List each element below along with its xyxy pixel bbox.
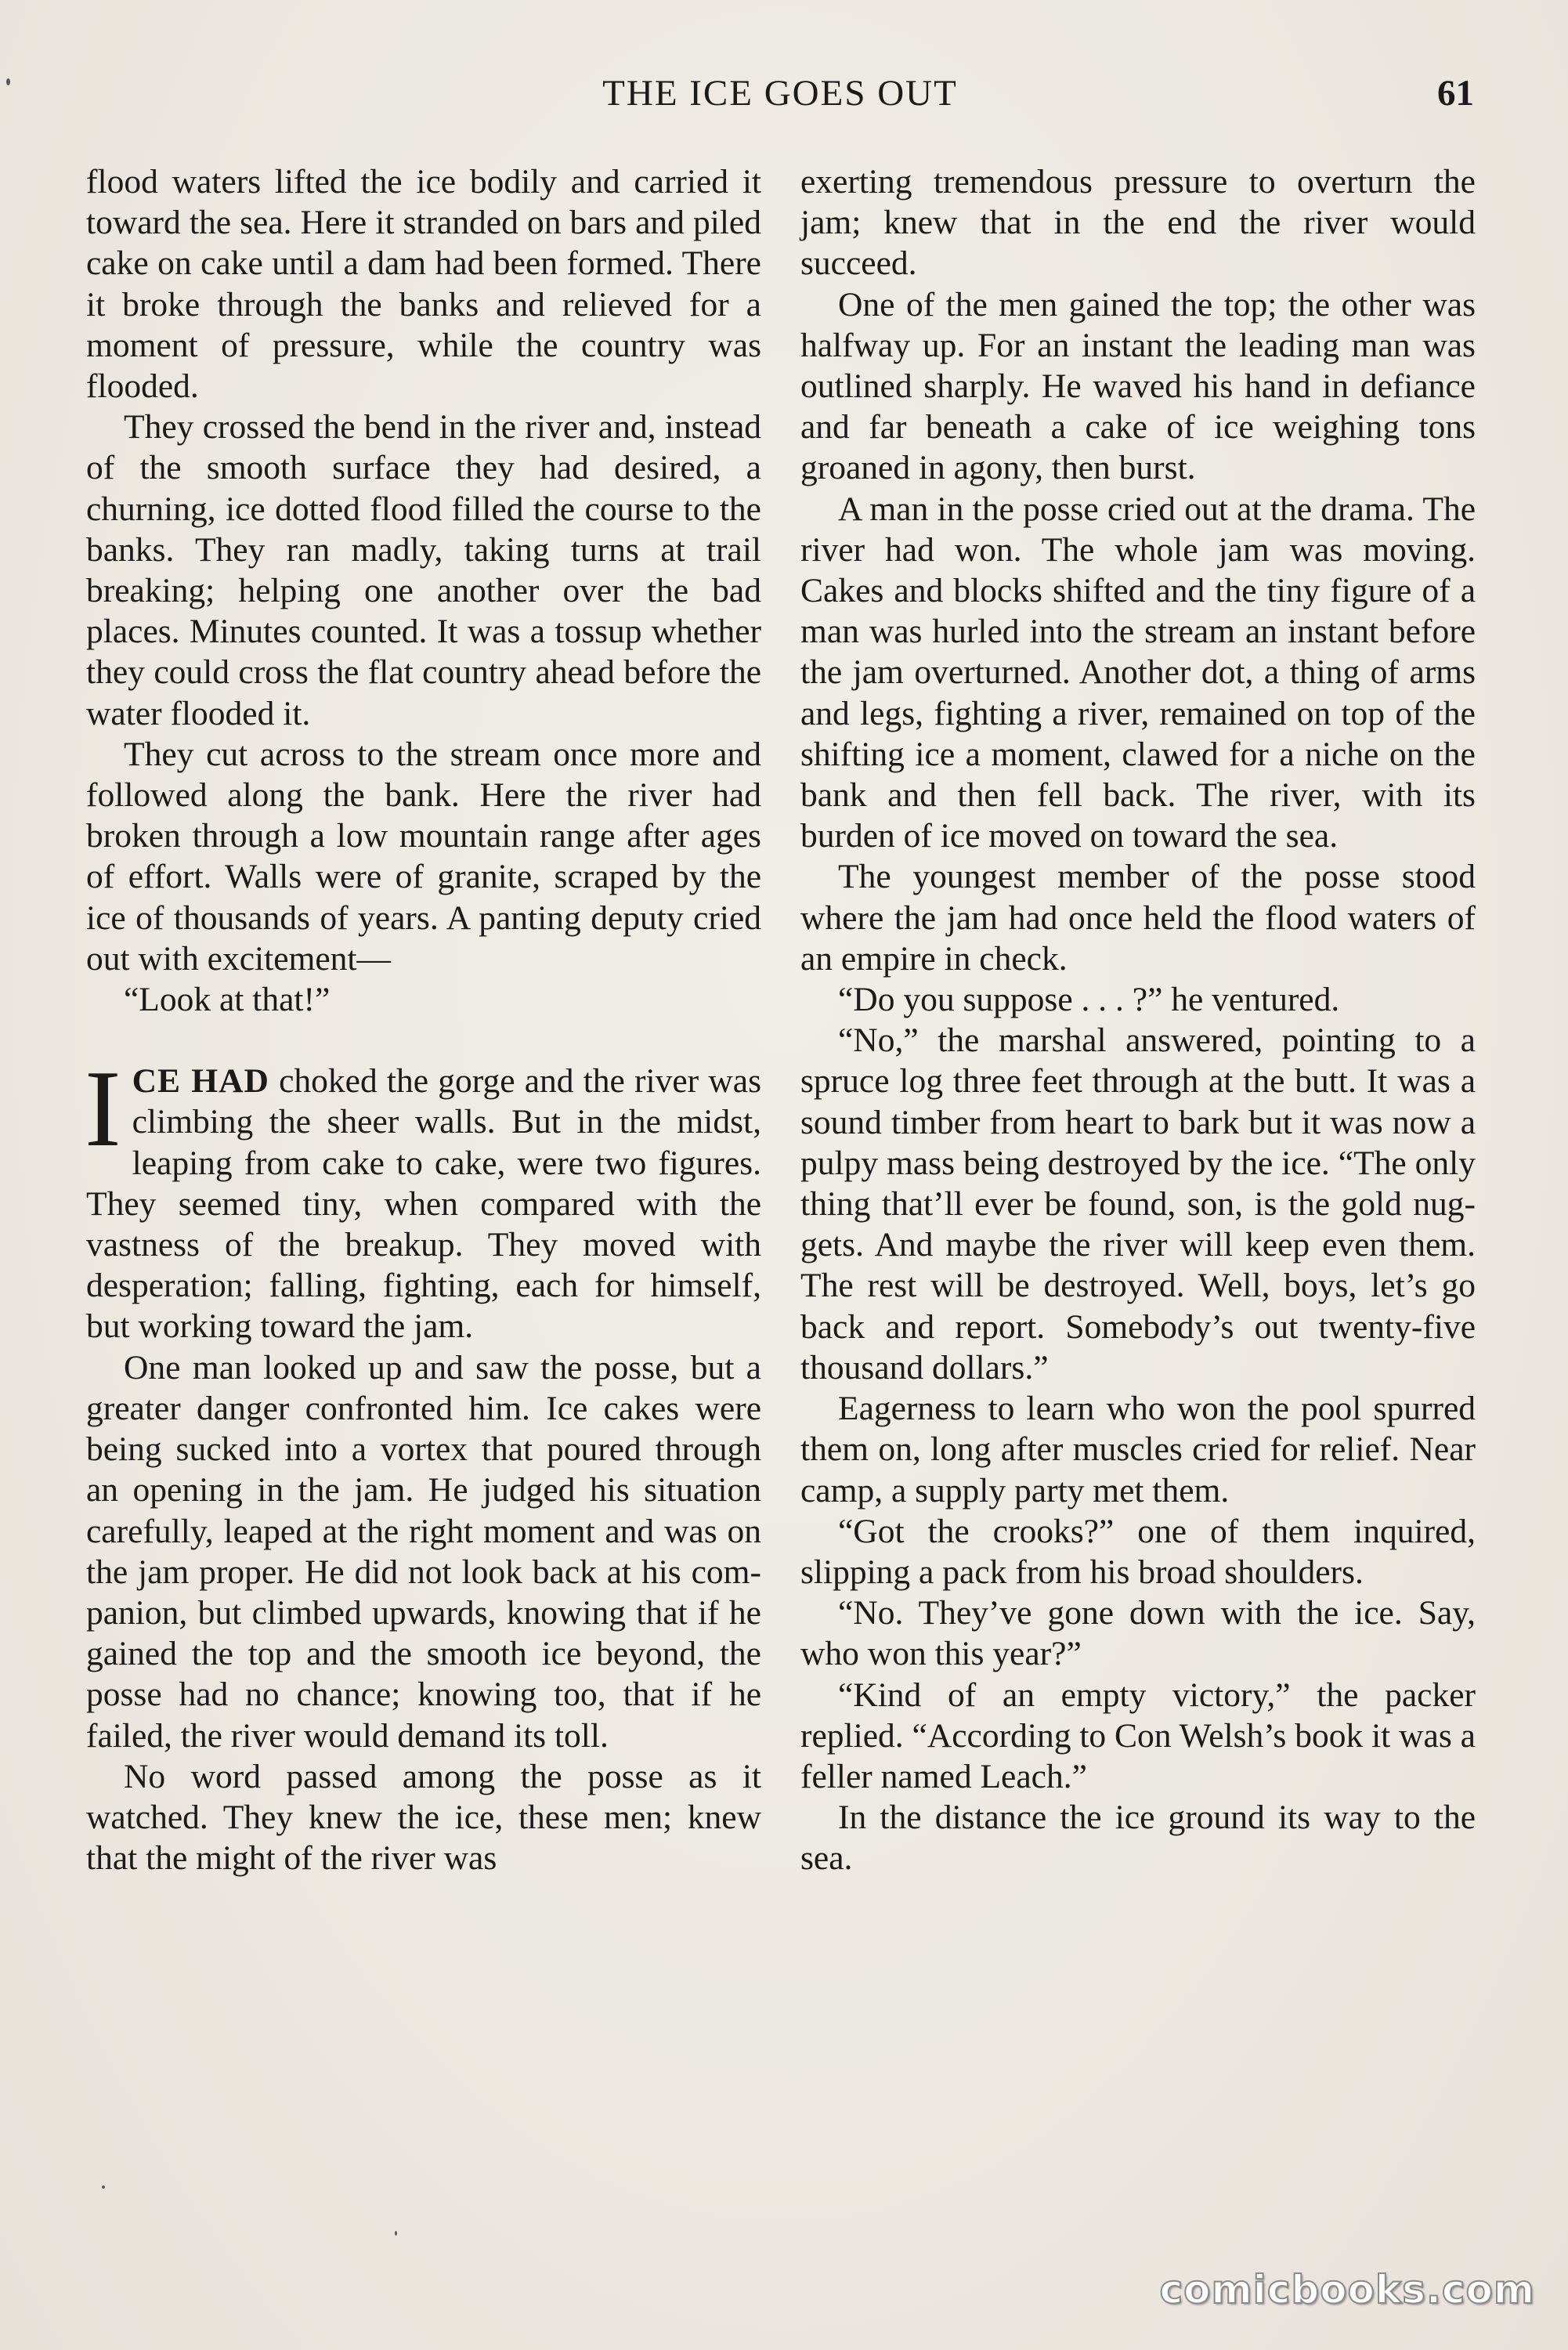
page-number: 61 (1437, 73, 1474, 114)
paragraph: exerting tremendous pressure to overturn the jam; knew that in the end the river would succeed. (800, 163, 1476, 283)
paragraph: In the distance the ice ground its way to the sea. (800, 1799, 1476, 1878)
right-column (800, 161, 1476, 1879)
paragraph: One of the men gained the top; the other was halfway up. For an instant the leading man was outlined sharply. He waved his hand in defiance and far beneath a cake of ice weighing tons groaned in agony, then burst. (800, 285, 1476, 487)
paragraph: No word passed among the posse as it watched. They knew the ice, these men; knew that the might of the river was (86, 1757, 761, 1878)
paragraph: “Kind of an empty victory,” the packer replied. “According to Con Welsh’s book it was a feller named Leach.” (800, 1676, 1476, 1795)
running-header (86, 72, 1474, 127)
paragraph: The youngest member of the posse stood where the jam had once held the flood waters of an empire in check. (800, 858, 1476, 978)
paragraph: “Got the crooks?” one of them inquired, slipping a pack from his broad shoulders. (800, 1512, 1476, 1591)
paragraph: “No,” the marshal answered, pointing to a spruce log three feet through at the butt. It was a sound timber from heart to bark but it was now a pulpy mass being destroyed by the ice. “The only thing that’ll ever be found, son, is the gold nuggets. And maybe the river will keep even them. The rest will be destroyed. Well, boys, let’s go back and report. Somebody’s out twenty-five thousand dollars.” (800, 1021, 1476, 1386)
paragraph: Eagerness to learn who won the pool spurred them on, long after muscles cried for relief. Near camp, a supply party met them. (800, 1390, 1476, 1509)
paragraph: “No. They’ve gone down with the ice. Say, who won this year?” (800, 1594, 1476, 1673)
left-column (86, 161, 761, 1878)
paper-speck (395, 2231, 397, 2236)
paragraph: “Look at that!” (124, 981, 331, 1019)
paragraph: A man in the posse cried out at the drama. The river had won. The whole jam was moving. Cakes and blocks shifted and the tiny figure of a man was hurled into the stream an instant before the jam overturned. Another dot, a thing of arms and legs, fighting a river, remained on top of the shifting ice a moment, clawed for a niche on the bank and then fell back. The river, with its burden of ice moved on toward the sea. (800, 490, 1476, 855)
running-title: THE ICE GOES OUT (602, 73, 958, 114)
paragraph: They crossed the bend in the river and, instead of the smooth surface they had desired, a churning, ice dotted flood filled the course to the banks. They ran madly, taking turns at trail breaking; helping one another over the bad places. Minutes counted. It was a tossup whether they could cross the flat country ahead before the water flooded it. (86, 408, 761, 732)
paragraph-text: choked the gorge and the river was climbing the sheer walls. But in the midst, leaping from cake to cake, were two figures. They seemed tiny, when compared with the vastness of the breakup. They moved with desperation; falling, fighting, each for himself, but working toward the jam. (86, 1062, 762, 1346)
paragraph: One man looked up and saw the posse, but a greater danger confronted him. Ice cakes were being sucked into a vortex that poured through an opening in the jam. He judged his situation carefully, leaped at the right moment and was on the jam proper. He did not look back at his companion, but climbed upwards, knowing that if he gained the top and the smooth ice beyond, the posse had no chance; knowing too, that if he failed, the river would demand its toll. (86, 1348, 761, 1755)
section-opening-paragraph (85, 1048, 762, 1347)
drop-cap: I (85, 1048, 121, 1170)
small-caps-lead: CE HAD (132, 1062, 269, 1101)
paper-speck (6, 78, 10, 85)
paper-speck (102, 2186, 105, 2189)
paragraph: flood waters lifted the ice bodily and carried it toward the sea. Here it stranded on bars and piled cake on cake until a dam had been formed. There it broke through the banks and relieved for a moment of pressure, while the country was flooded. (86, 163, 761, 406)
watermark: comicbooks.com (1159, 2267, 1535, 2312)
paragraph: They cut across to the stream once more and followed along the bank. Here the river had broken through a low mountain range after ages of effort. Walls were of granite, scraped by the ice of thousands of years. A panting deputy cried out with excitement— (86, 735, 761, 978)
paragraph: “Do you suppose . . . ?” he ventured. (838, 981, 1340, 1019)
